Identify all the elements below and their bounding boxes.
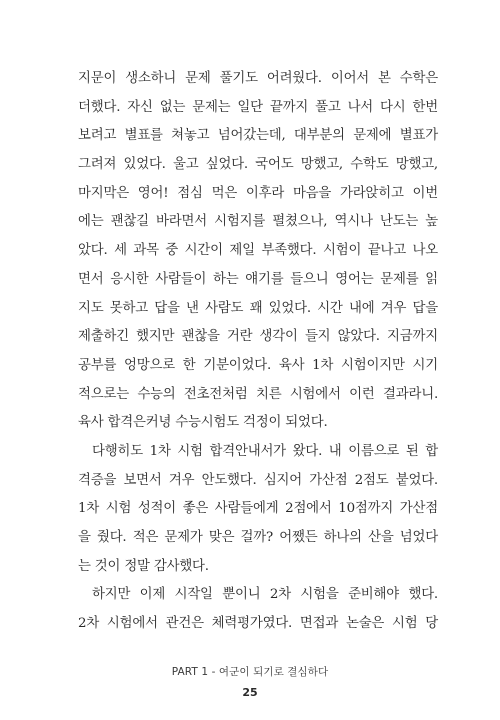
text-line: 더했다. 자신 없는 문제는 일단 끝까지 풀고 나서 다시 한번 [78,99,438,115]
text-line: 에는 괜찮길 바라면서 시험지를 펼쳤으나, 역시나 난도는 높 [78,214,438,230]
text-line: 제출하긴 했지만 괜찮을 거란 생각이 들지 않았다. 지금까지 [78,329,438,345]
text-line: 2차 시험에서 관건은 체력평가였다. 면접과 논술은 시험 당 [78,616,438,632]
text-line: 그려져 있었다. 울고 싶었다. 국어도 망했고, 수학도 망했고, [78,157,438,173]
text-line: 1차 시험 성적이 좋은 사람들에게 2점에서 10점까지 가산점 [78,501,438,517]
text-line: 공부를 엉망으로 한 기분이었다. 육사 1차 시험이지만 시기 [78,357,438,373]
text-line: 았다. 세 과목 중 시간이 제일 부족했다. 시험이 끝나고 나오 [78,243,438,259]
text-line: 지문이 생소하니 문제 풀기도 어려웠다. 이어서 본 수학은 [78,71,438,86]
running-footer-part-title: PART 1 - 여군이 되기로 결심하다 [171,666,329,678]
text-line: 하지만 이제 시작일 뿐이니 2차 시험을 준비해야 했다. [92,587,438,603]
body-text [78,65,438,639]
text-line: 보려고 별표를 쳐놓고 넘어갔는데, 대부분의 문제에 별표가 [78,128,438,144]
text-line: 는 것이 정말 감사했다. [78,558,209,574]
text-line: 지도 못하고 답을 낸 사람도 꽤 있었다. 시간 내에 겨우 답을 [78,300,438,316]
text-line: 을 줬다. 적은 문제가 맞은 걸까? 어쨌든 하나의 산을 넘었다 [78,530,438,545]
text-line: 적으로는 수능의 전초전처럼 치른 시험에서 이런 결과라니. [78,386,438,402]
text-line: 마지막은 영어! 점심 먹은 이후라 마음을 가라앉히고 이번 [78,185,438,201]
text-line: 다행히도 1차 시험 합격안내서가 왔다. 내 이름으로 된 합 [92,443,438,459]
page-number: 25 [242,686,258,699]
text-line: 육사 합격은커녕 수능시험도 걱정이 되었다. [78,415,328,431]
text-line: 면서 응시한 사람들이 하는 얘기를 들으니 영어는 문제를 읽 [78,271,438,287]
text-line: 격증을 보면서 겨우 안도했다. 심지어 가산점 2점도 붙었다. [78,472,438,488]
